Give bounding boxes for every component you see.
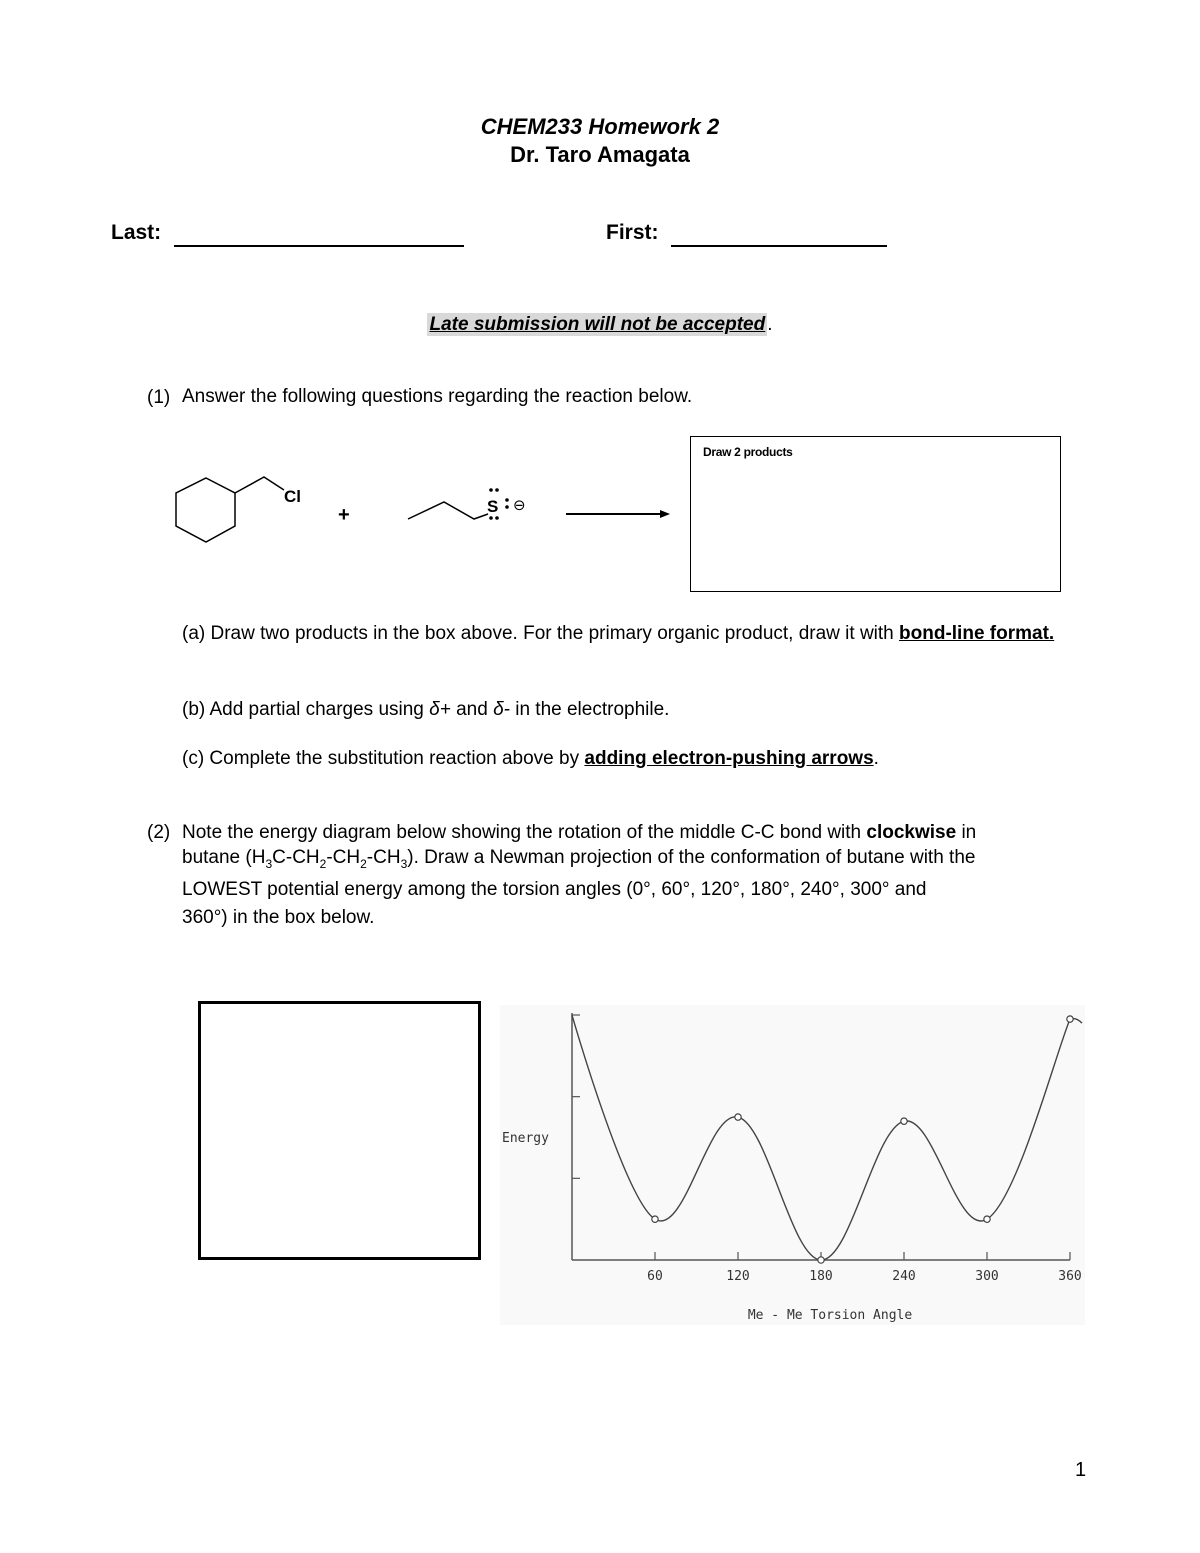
last-name-field[interactable] xyxy=(174,223,464,247)
q2-prompt: Note the energy diagram below showing the rotation of the middle C-C bond with clockwise in butane $(H_3C-CH_2-CH_2-CH_3)$. Draw a Newman projection of the conformation of butane with the LOWEST potential energy among the torsion angles (0°, 60°, 120°, 180°, 240°, 300° and 360°) in the box below. xyxy=(182,822,977,928)
sulfur-label: S xyxy=(487,497,499,516)
late-submission-notice: Late submission will not be accepted . xyxy=(429,314,773,335)
x-tick-label: 120 xyxy=(726,1269,750,1284)
reaction-scheme xyxy=(160,460,680,560)
energy-point xyxy=(735,1114,741,1120)
x-tick-label: 240 xyxy=(892,1269,916,1284)
q1-part-c: (c) Complete the substitution reaction above by adding electron-pushing arrows. xyxy=(182,748,879,769)
course-title: CHEM233 Homework 2 xyxy=(480,114,720,139)
q1-prompt: Answer the following questions regarding the reaction below. xyxy=(182,386,693,407)
q1-number: (1) xyxy=(147,387,171,408)
chlorine-label: Cl xyxy=(284,487,301,506)
x-tick-label: 360 xyxy=(1058,1269,1082,1284)
q1-part-b: (b) Add partial charges using δ+ and δ- in the electrophile. xyxy=(182,699,670,720)
newman-answer-box[interactable] xyxy=(198,1001,481,1260)
energy-diagram xyxy=(500,1005,1085,1325)
energy-point xyxy=(984,1216,990,1222)
delta-minus-symbol: δ- xyxy=(493,699,510,720)
q1-part-a: (a) Draw two products in the box above. For the primary organic product, draw it with bond-line format. xyxy=(182,623,1055,644)
propyl-chain xyxy=(408,502,488,519)
products-box-label: Draw 2 products xyxy=(703,445,793,459)
energy-point xyxy=(1067,1016,1073,1022)
x-tick-label: 60 xyxy=(647,1269,663,1284)
bond-line-format-emphasis: bond-line format. xyxy=(899,623,1055,644)
plus-sign: + xyxy=(338,504,350,526)
first-name-label: First: xyxy=(606,221,659,244)
late-notice-text: Late submission will not be accepted xyxy=(429,314,766,335)
energy-point xyxy=(901,1118,907,1124)
last-name-label: Last: xyxy=(111,221,162,244)
x-axis-label: Me - Me Torsion Angle xyxy=(747,1308,913,1323)
ch2-bond xyxy=(235,477,284,493)
products-answer-box[interactable] xyxy=(690,436,1061,592)
negative-charge: ⊖ xyxy=(513,496,526,514)
clockwise-emphasis: clockwise xyxy=(866,822,957,843)
x-tick-label: 180 xyxy=(809,1269,833,1284)
first-name-field[interactable] xyxy=(671,223,887,247)
y-axis-label: Energy xyxy=(502,1131,549,1146)
energy-point xyxy=(818,1257,824,1263)
instructor-name: Dr. Taro Amagata xyxy=(510,142,690,167)
energy-point xyxy=(652,1216,658,1222)
electron-pushing-emphasis: adding electron-pushing arrows xyxy=(584,748,874,769)
page-number: 1 xyxy=(1075,1459,1087,1481)
q2-number: (2) xyxy=(147,822,171,843)
x-tick-label: 300 xyxy=(975,1269,999,1284)
cyclohexane-ring xyxy=(176,478,235,542)
delta-plus-symbol: δ+ xyxy=(429,699,451,720)
arrow-head xyxy=(660,510,670,518)
